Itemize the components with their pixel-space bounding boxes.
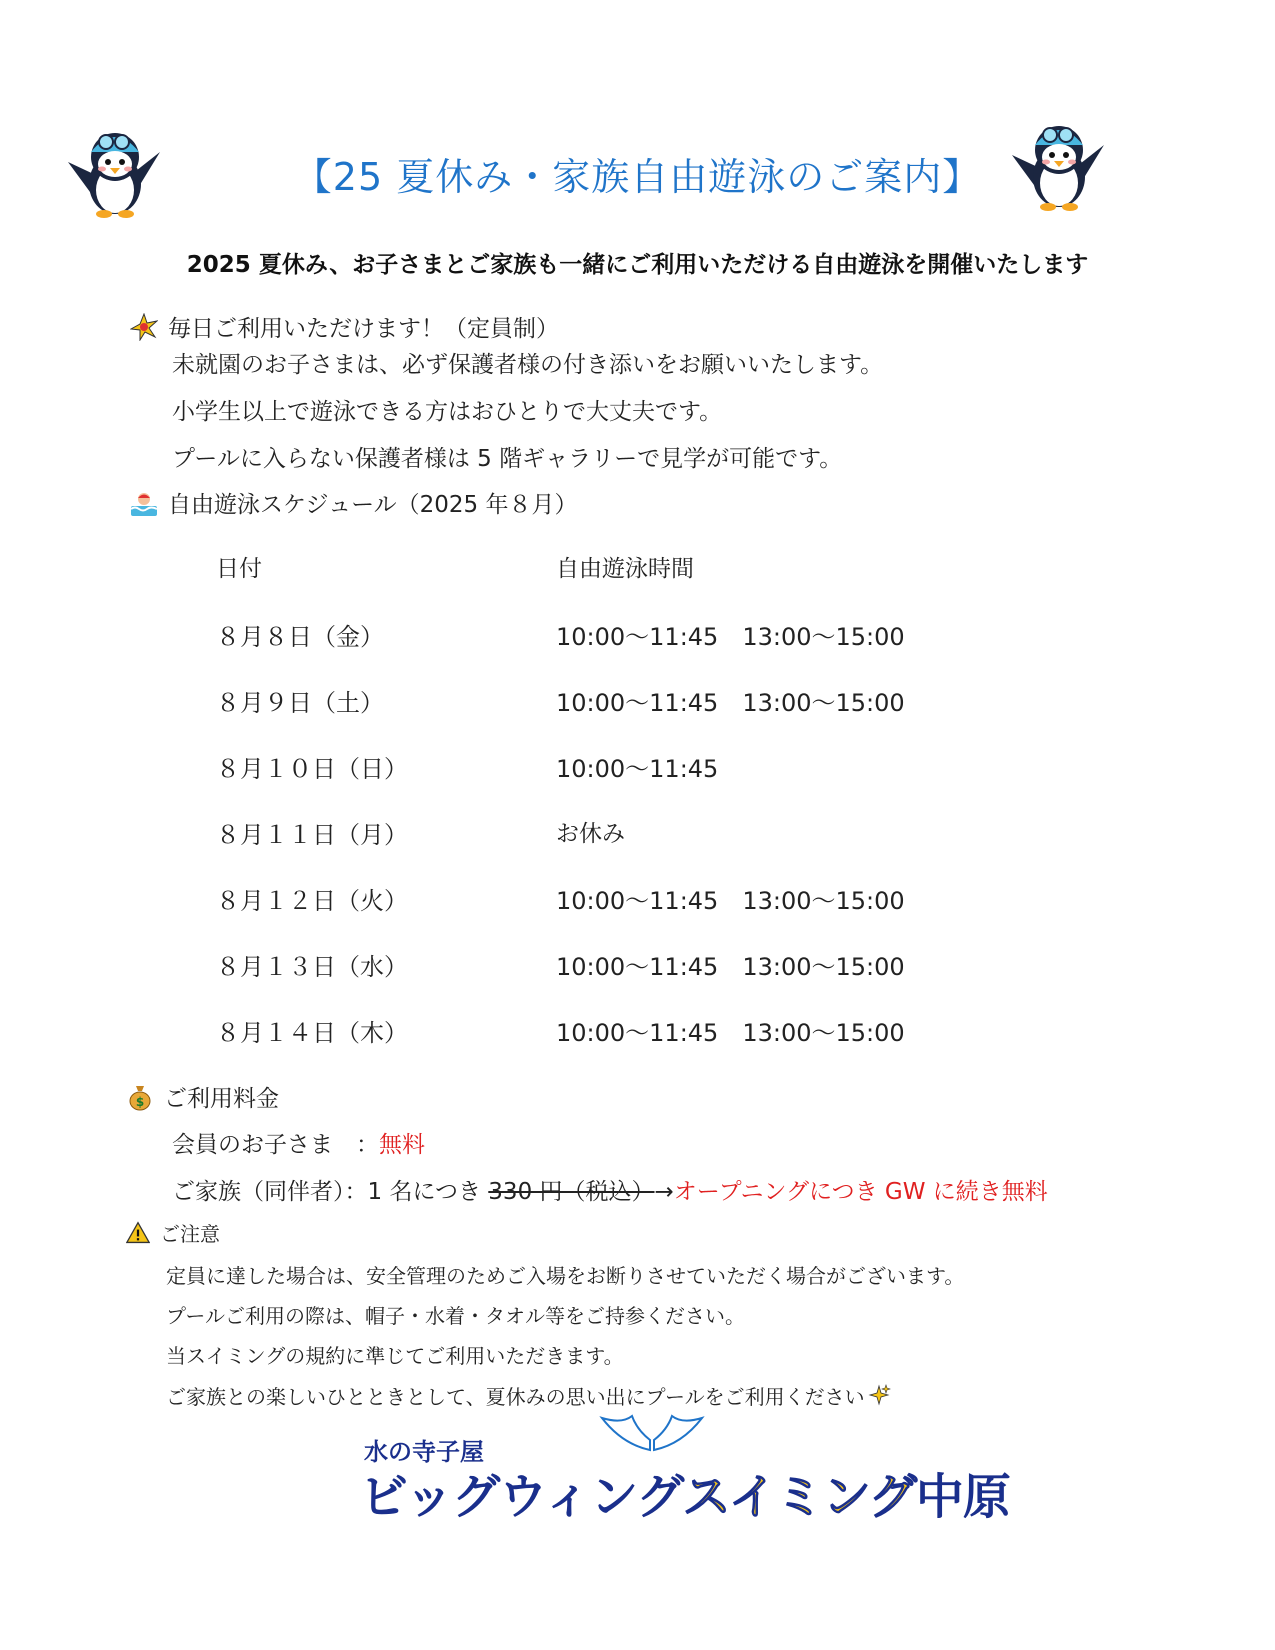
schedule-header-date: 日付 (216, 556, 262, 582)
sparkle-burst-icon (130, 313, 158, 341)
notes-line-4 (166, 1381, 891, 1410)
notes-line-4-text: ご家族との楽しいひとときとして、夏休みの思い出にプールをご利用ください (166, 1385, 865, 1409)
section-daily-heading (130, 310, 559, 343)
svg-text:$: $ (135, 1094, 145, 1109)
section-fee-heading (126, 1080, 279, 1113)
fee-family-old-price: 330 円（税込） (488, 1179, 655, 1205)
schedule-row-date: ８月１３日（水） (216, 953, 408, 981)
section-daily-title: 毎日ご利用いただけます！（定員制） (168, 316, 559, 342)
daily-line-1: 未就園のお子さまは、必ず保護者様の付き添いをお願いいたします。 (172, 352, 884, 378)
schedule-row-date: ８月１４日（木） (216, 1019, 408, 1047)
money-bag-icon (126, 1083, 154, 1111)
schedule-header-time: 自由遊泳時間 (556, 556, 694, 582)
logo-subtitle: 水の寺子屋 (364, 1438, 484, 1466)
fee-family-new: オープニングにつき GW に続き無料 (673, 1179, 1048, 1205)
schedule-row-time: 10:00～11:45 13:00～15:00 (556, 953, 905, 981)
fee-member-label: 会員のお子さま ： (172, 1132, 379, 1158)
schedule-row-date: ８月１２日（火） (216, 887, 408, 915)
logo-wordmark (360, 1458, 1010, 1527)
schedule-row-date: ８月１０日（日） (216, 755, 408, 783)
logo-part-3: 中原 (915, 1469, 1010, 1525)
fee-family-arrow: → (654, 1179, 674, 1205)
section-schedule-heading (130, 486, 577, 519)
section-fee-title: ご利用料金 (164, 1086, 279, 1112)
logo (360, 1410, 1010, 1530)
page-subtitle: 2025 夏休み、お子さまとご家族も一緒にご利用いただける自由遊泳を開催いたします (186, 252, 1089, 278)
schedule-row-time: お休み (556, 821, 625, 847)
section-schedule-title: 自由遊泳スケジュール（2025 年８月） (168, 492, 578, 518)
schedule-row-date: ８月８日（金） (216, 623, 384, 651)
daily-line-3: プールに入らない保護者様は 5 階ギャラリーで見学が可能です。 (172, 446, 843, 472)
schedule-row-date: ８月９日（土） (216, 689, 384, 717)
schedule-row-time: 10:00～11:45 13:00～15:00 (556, 1019, 905, 1047)
notes-line-1: 定員に達した場合は、安全管理のためご入場をお断りさせていただく場合がございます。 (166, 1264, 965, 1288)
fee-family-label: ご家族（同伴者）：1 名につき (172, 1179, 489, 1205)
fee-member-line (172, 1126, 425, 1159)
swimmer-icon (130, 489, 158, 517)
notes-line-3: 当スイミングの規約に準じてご利用いただきます。 (166, 1344, 624, 1368)
schedule-row-date: ８月１１日（月） (216, 821, 408, 849)
logo-part-1: ビッグウィング (360, 1469, 683, 1525)
wings-icon (592, 1410, 712, 1454)
schedule-row-time: 10:00～11:45 13:00～15:00 (556, 887, 905, 915)
schedule-row-time: 10:00～11:45 (556, 755, 719, 783)
page-title: 【25 夏休み・家族自由遊泳のご案内】 (293, 155, 982, 199)
logo-part-2: スイミング (682, 1469, 916, 1525)
daily-line-2: 小学生以上で遊泳できる方はおひとりで大丈夫です。 (172, 399, 723, 425)
sparkles-icon (867, 1384, 891, 1408)
warning-icon (126, 1221, 150, 1245)
fee-member-value: 無料 (379, 1132, 425, 1158)
section-notes-heading (126, 1218, 220, 1247)
notes-line-2: プールご利用の際は、帽子・水着・タオル等をご持参ください。 (166, 1304, 745, 1328)
section-notes-title: ご注意 (160, 1222, 220, 1246)
schedule-row-time: 10:00～11:45 13:00～15:00 (556, 689, 905, 717)
schedule-row-time: 10:00～11:45 13:00～15:00 (556, 623, 905, 651)
fee-family-line (172, 1173, 1048, 1206)
